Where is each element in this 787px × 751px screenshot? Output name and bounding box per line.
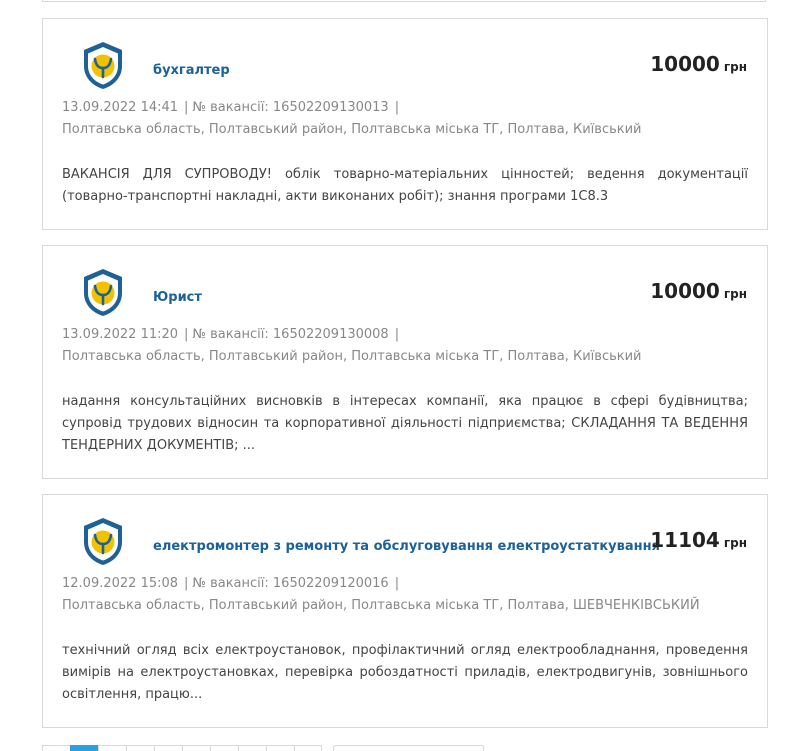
pagination-page-button[interactable]: [98, 745, 126, 751]
salary-currency: грн: [723, 536, 747, 550]
vacancy-description: надання консультаційних висновків в інтересах компанії, яка працює в сфері будівництва; супровід трудових відносин та корпоративної діяльності підприємства; СКЛАДАННЯ ТА ВЕДЕННЯ ТЕНДЕРНИХ ДОКУМЕНТІВ; ...: [62, 394, 748, 453]
meta-separator: |: [184, 100, 189, 115]
vacancy-number: № вакансії: 16502209130013: [192, 100, 389, 115]
vacancy-datetime: 13.09.2022 11:20: [62, 327, 179, 342]
vacancy-number: № вакансії: 16502209130008: [192, 327, 389, 342]
per-page-select[interactable]: [333, 745, 484, 751]
salary-amount: 11104: [650, 528, 720, 552]
pagination-page-button[interactable]: [126, 745, 154, 751]
salary: [650, 528, 747, 552]
salary-currency: грн: [723, 60, 747, 74]
meta-separator: |: [184, 327, 189, 342]
salary-amount: 10000: [650, 52, 720, 76]
salary-amount: 10000: [650, 279, 720, 303]
vacancy-card: [42, 494, 768, 728]
employment-center-shield-icon: [81, 516, 125, 566]
salary: [650, 52, 747, 76]
vacancy-location: Полтавська область, Полтавський район, Полтавська міська ТГ, Полтава, ШЕВЧЕНКІВСЬКИЙ: [62, 598, 700, 613]
vacancy-description: технічний огляд всіх електроустановок, профілактичний огляд електрообладнання, проведення вимірів на електроустановках, перевірка робоздатності приладів, електродвигунів, зовнішнього освітлення, працю...: [62, 643, 748, 702]
vacancy-datetime: 12.09.2022 15:08: [62, 576, 179, 591]
meta-separator: |: [394, 100, 400, 115]
employment-center-shield-icon: [81, 40, 125, 90]
vacancy-title-link[interactable]: електромонтер з ремонту та обслуговування електроустаткування: [153, 539, 660, 554]
pagination-page-button[interactable]: [266, 745, 294, 751]
pagination: [42, 745, 322, 751]
vacancy-meta: [62, 324, 403, 346]
vacancy-card: [42, 18, 768, 230]
meta-separator: |: [184, 576, 189, 591]
pagination-next-button[interactable]: [294, 745, 322, 751]
pagination-page-button[interactable]: [210, 745, 238, 751]
vacancy-location: Полтавська область, Полтавський район, Полтавська міська ТГ, Полтава, Київський: [62, 349, 642, 364]
pagination-page-button[interactable]: [154, 745, 182, 751]
meta-separator: |: [394, 576, 400, 591]
vacancy-location: Полтавська область, Полтавський район, Полтавська міська ТГ, Полтава, Київський: [62, 122, 642, 137]
vacancy-datetime: 13.09.2022 14:41: [62, 100, 179, 115]
vacancy-meta: [62, 573, 403, 595]
vacancy-title-link[interactable]: бухгалтер: [153, 63, 230, 78]
pagination-page-button[interactable]: [182, 745, 210, 751]
salary-currency: грн: [723, 287, 747, 301]
employment-center-shield-icon: [81, 267, 125, 317]
vacancy-title-link[interactable]: Юрист: [153, 290, 202, 305]
pagination-page-button[interactable]: [238, 745, 266, 751]
previous-vacancy-card-edge: [42, 0, 766, 2]
vacancy-number: № вакансії: 16502209120016: [192, 576, 389, 591]
pagination-prev-button[interactable]: [42, 745, 70, 751]
vacancy-card: [42, 245, 768, 479]
vacancy-description: ВАКАНСІЯ ДЛЯ СУПРОВОДУ! облік товарно-матеріальних цінностей; ведення документації (товарно-транспортні накладні, акти виконаних робіт); знання програми 1С8.3: [62, 167, 748, 204]
vacancy-meta: [62, 97, 403, 119]
meta-separator: |: [394, 327, 400, 342]
salary: [650, 279, 747, 303]
pagination-page-button-active[interactable]: [70, 745, 98, 751]
